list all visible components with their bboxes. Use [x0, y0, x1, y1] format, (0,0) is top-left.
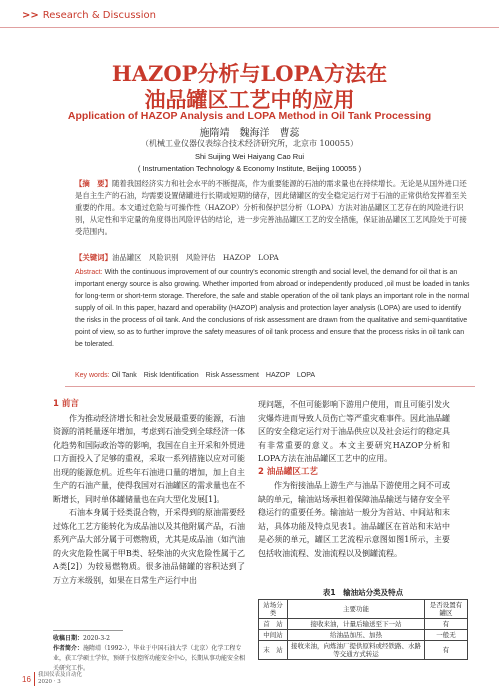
author-bio-text: 施隋靖（1992-），毕业于中国石油大学（北京）化学工程专业，获工学硕士学位，预研于仪控所功能安全中心，长期从事功能安全相关研究工作。 [53, 645, 246, 672]
table-row [259, 619, 468, 630]
abstract-cn-label: 【摘 要】 [75, 179, 112, 188]
journal-name: 我国仪表及自动化 [38, 672, 83, 678]
keywords-en [75, 370, 315, 380]
table-header-cell: 是否设置有罐区 [425, 600, 468, 619]
table-cell: 给油品加压、加热 [288, 630, 425, 641]
received-label: 收稿日期： [53, 635, 84, 642]
received-value: 2020-3-2 [83, 635, 110, 642]
english-title: Application of HAZOP Analysis and LOPA Method in Oil Tank Processing [67, 110, 432, 122]
table-cell: 有 [425, 641, 468, 660]
footnote [53, 634, 248, 674]
table-cell: 接收来油，计量后输送至下一站 [288, 619, 425, 630]
paragraph: 现问题，不但可能影响下游用户使用，而且可能引发火灾爆炸进而导致人员伤亡等严重灾难事件。因此油品罐区的安全稳定运行对于油品供应以及社会运行的稳定具有非常重要的意义。本文主要研究HAZOP分析和LOPA方法在油品罐区工艺中的应用。 [258, 400, 450, 463]
keywords-en-text: Oil Tank Risk Identification Risk Assessment HAZOP LOPA [111, 372, 316, 379]
keywords-cn [75, 252, 279, 263]
table-cell: 一般无 [425, 630, 468, 641]
section-1-title: 1 前言 [53, 399, 79, 409]
table-header-cell: 站场分类 [259, 600, 288, 619]
abstract-cn-text: 随着我国经济实力和社会水平的不断提高，作为重要能源的石油的需求量也在持续增长。无论是从国外进口还是自主生产的石油，均需要设置储罐进行长期或短期的储存，因此储罐区的安全稳定运行对于石油的正常供给发挥着至关重要的作用。本文通过危险与可操作性（HAZOP）分析和保护层分析（LOPA）方法对油品罐区工艺存在的风险进行识别，从定性和半定量的角度得出风险评估的结论，进一步完善油品罐区工艺的安全措施，保证油品罐区工艺风险处于可接受范围内。 [75, 179, 467, 236]
page-number: 16 [22, 675, 31, 684]
table-cell: 接收来油，向炼油厂提供原料或经铁路、水路等交通方式转运 [288, 641, 425, 660]
keywords-cn-text: 油品罐区 风险识别 风险评估 HAZOP LOPA [111, 253, 279, 262]
author-bio-label: 作者简介： [53, 645, 84, 652]
table-cell: 首 站 [259, 619, 288, 630]
paragraph: 作为衔接油品上游生产与油品下游使用之间不可或缺的单元，输油站场承担着保障油品输送与储存安全平稳运行的重要任务。输油站一般分为首站、中间站和末站，具体功能及特点见表1。油品罐区在首站和末站中是必须的单元，罐区工艺流程示意图如图1所示，主要包括收油流程、发油流程以及倒罐流程。 [258, 481, 450, 558]
affiliation-cn: （机械工业仪器仪表综合技术经济研究所，北京市 100055） [140, 139, 359, 148]
abstract-cn [75, 178, 472, 238]
abstract-en-text: With the continuous improvement of our country's economic strength and social level, the demand for oil that is an important energy source is also growing. Whether imported from abroad or independently produced ,oil must be loaded in tanks for long-term or short-term storage. Therefore, the safe and stable operation of the oil tank plays an important role in the normal supply of oil. In this paper, hazard and operability (HAZOP) analysis and protection layer analysis (LOPA) are used to identify the risks in the process of oil tank. And the conclusions of risk assessment are drawn from the qualitative and semi-quantitative point of view, so as to further improve the safety measures of oil tank process and ensure that the process risks in oil tank can be tolerated. [75, 269, 470, 348]
table-header-cell: 主要功能 [288, 600, 425, 619]
authors-en: Shi Suijing Wei Haiyang Cao Rui [194, 152, 305, 161]
paragraph: 作为推动经济增长和社会发展最重要的能源，石油资源的消耗量逐年增加，考虑到石油受到全球经济一体化趋势和国际政治等的影响，我国在自主开采和外贸进口方面投入了足够的重视，采取一系列措施以应对可能出现的能源危机。近些年石油进口量的增加，加上自主生产的石油产量，使得我国对石油罐区的需求量也在不断增长，同时单体罐储量也在向大型化发展[1]。 [53, 413, 245, 504]
footnote-separator [53, 630, 123, 631]
abstract-en-label: Abstract: [75, 269, 103, 276]
author-bio [53, 644, 248, 674]
abstract-divider [65, 386, 475, 387]
section-label: Research & Discussion [42, 10, 156, 21]
keywords-en-label: Key words: [75, 372, 110, 379]
table-cell: 有 [425, 619, 468, 630]
running-header [22, 10, 156, 21]
right-column [258, 398, 450, 560]
table-caption: 表1 输油站分类及特点 [322, 588, 404, 597]
keywords-cn-label: 【关键词】 [75, 253, 112, 262]
title-line-1: HAZOP分析与LOPA方法在 [111, 61, 388, 86]
authors-cn: 施隋靖 魏海洋 曹蕊 [199, 128, 300, 139]
station-table [258, 599, 468, 660]
title-line-2: 油品罐区工艺中的应用 [144, 87, 355, 112]
received-date [53, 634, 248, 644]
table-cell: 中间站 [259, 630, 288, 641]
table-row [259, 630, 468, 641]
journal-info [38, 672, 82, 686]
table-row [259, 641, 468, 660]
section-2-title: 2 油品罐区工艺 [258, 466, 318, 477]
journal-issue: 2020 · 3 [38, 679, 61, 685]
table-cell: 末 站 [259, 641, 288, 660]
abstract-en [75, 267, 472, 351]
paragraph: 石油本身属于烃类混合物，开采得到的原油需要经过炼化工艺方能转化为成品油以及其他附属产品，石油系列产品大部分属于可燃物质，尤其是成品油（如汽油的火灾危险性属于甲B类、轻柴油的火灾危险性属于乙A类[2]）为较易燃物质。很多油品储罐的容积达到了万立方米级别，如果在日常生产运行中出 [53, 508, 245, 585]
double-chevron-icon: >> [22, 10, 39, 21]
affiliation-en: ( Instrumentation Technology & Economy Institute, Beijing 100055 ) [137, 164, 362, 173]
header-divider [0, 27, 499, 28]
table-header-row [259, 600, 468, 619]
footer-divider [34, 672, 35, 686]
left-column [53, 398, 245, 587]
